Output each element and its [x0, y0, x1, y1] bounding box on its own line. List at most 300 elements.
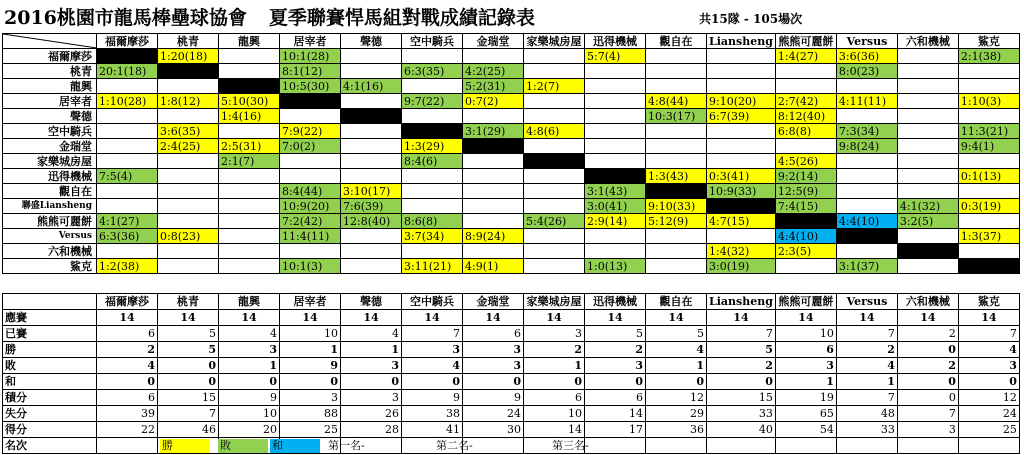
- summary-value-cell: 14: [341, 310, 402, 326]
- summary-value-cell: 3: [958, 358, 1019, 374]
- score-cell: [402, 244, 463, 259]
- score-cell: 1:2(7): [524, 79, 585, 94]
- score-cell: [402, 109, 463, 124]
- summary-value-cell: 7: [402, 326, 463, 342]
- score-cell: [341, 124, 402, 139]
- score-cell: 0:1(13): [958, 169, 1019, 184]
- matchup-matrix: [2, 33, 1020, 274]
- score-cell: [463, 169, 524, 184]
- summary-row: [3, 422, 1020, 438]
- score-cell: 0:7(2): [463, 94, 524, 109]
- team-row-label: 福爾摩莎: [3, 49, 97, 64]
- summary-value-cell: 1: [219, 358, 280, 374]
- matrix-row: [3, 79, 1020, 94]
- team-row-label: 聲德: [3, 109, 97, 124]
- summary-value-cell: 4: [341, 326, 402, 342]
- summary-value-cell: 9: [219, 390, 280, 406]
- summary-value-cell: 28: [341, 422, 402, 438]
- team-row-label: 聯盛Liansheng: [3, 199, 97, 214]
- score-cell: [585, 94, 646, 109]
- matrix-row: [3, 124, 1020, 139]
- score-cell: [280, 244, 341, 259]
- summary-col-header: 熊熊可麗餅: [775, 294, 836, 310]
- summary-value-cell: 1: [280, 342, 341, 358]
- score-cell: [219, 169, 280, 184]
- score-cell: [341, 169, 402, 184]
- score-cell: 2:5(31): [219, 139, 280, 154]
- summary-row-label: 失分: [3, 406, 97, 422]
- matrix-row: [3, 109, 1020, 124]
- matrix-row: [3, 184, 1020, 199]
- score-cell: [524, 49, 585, 64]
- score-cell: [585, 244, 646, 259]
- summary-value-cell: 3: [775, 358, 836, 374]
- summary-value-cell: 10: [219, 406, 280, 422]
- summary-value-cell: 14: [97, 310, 158, 326]
- team-row-label: 熊熊可麗餅: [3, 214, 97, 229]
- summary-value-cell: [707, 438, 776, 454]
- self-matchup-cell: [97, 49, 158, 64]
- summary-value-cell: [646, 438, 707, 454]
- summary-value-cell: 10: [280, 326, 341, 342]
- summary-value-cell: [958, 438, 1019, 454]
- score-cell: [158, 214, 219, 229]
- score-cell: 8:12(40): [775, 109, 836, 124]
- score-cell: 8:9(24): [463, 229, 524, 244]
- summary-value-cell: 0: [158, 358, 219, 374]
- summary-row: [3, 390, 1020, 406]
- summary-value-cell: 0: [897, 390, 958, 406]
- score-cell: [958, 214, 1019, 229]
- score-cell: [219, 259, 280, 274]
- score-cell: [341, 244, 402, 259]
- score-cell: 4:4(10): [836, 214, 897, 229]
- score-cell: 3:10(17): [341, 184, 402, 199]
- summary-col-header: 金瑞堂: [463, 294, 524, 310]
- summary-col-header: 聲德: [341, 294, 402, 310]
- score-cell: [836, 79, 897, 94]
- summary-row-label: 敗: [3, 358, 97, 374]
- score-cell: [897, 259, 958, 274]
- score-cell: [897, 154, 958, 169]
- summary-value-cell: 0: [463, 374, 524, 390]
- summary-value-cell: 9: [463, 390, 524, 406]
- score-cell: 7:0(2): [280, 139, 341, 154]
- score-cell: 2:9(14): [585, 214, 646, 229]
- score-cell: [402, 79, 463, 94]
- legend-second-place: 第二名-: [436, 439, 473, 452]
- score-cell: [97, 109, 158, 124]
- team-row-label: 桃青: [3, 64, 97, 79]
- score-cell: 4:8(44): [646, 94, 707, 109]
- summary-col-header: Versus: [836, 294, 897, 310]
- summary-value-cell: 0: [958, 374, 1019, 390]
- summary-value-cell: 33: [836, 422, 897, 438]
- summary-value-cell: 4: [219, 326, 280, 342]
- score-cell: [402, 199, 463, 214]
- score-cell: [219, 124, 280, 139]
- summary-value-cell: 3: [463, 342, 524, 358]
- score-cell: 1:4(32): [707, 244, 776, 259]
- summary-value-cell: 7: [836, 326, 897, 342]
- score-cell: [463, 109, 524, 124]
- score-cell: [463, 184, 524, 199]
- matrix-col-header: 龍興: [219, 34, 280, 49]
- summary-value-cell: 30: [463, 422, 524, 438]
- summary-row: [3, 406, 1020, 422]
- score-cell: [158, 244, 219, 259]
- summary-value-cell: 14: [585, 310, 646, 326]
- summary-value-cell: 39: [97, 406, 158, 422]
- summary-value-cell: 3: [219, 342, 280, 358]
- summary-col-header: 家樂城房屋: [524, 294, 585, 310]
- self-matchup-cell: [158, 64, 219, 79]
- score-cell: 7:2(42): [280, 214, 341, 229]
- summary-row-label: 應賽: [3, 310, 97, 326]
- summary-col-header: 桃青: [158, 294, 219, 310]
- summary-value-cell: 46: [158, 422, 219, 438]
- title-main: 2016桃園市龍馬棒壘球協會: [4, 7, 247, 29]
- score-cell: [707, 154, 776, 169]
- matrix-row: [3, 139, 1020, 154]
- score-cell: [897, 139, 958, 154]
- matrix-row: [3, 214, 1020, 229]
- self-matchup-cell: [836, 229, 897, 244]
- score-cell: [646, 244, 707, 259]
- matrix-col-header: 觀自在: [646, 34, 707, 49]
- score-cell: [341, 154, 402, 169]
- score-cell: 2:1(38): [958, 49, 1019, 64]
- score-cell: [775, 259, 836, 274]
- score-cell: [958, 64, 1019, 79]
- score-cell: 7:3(34): [836, 124, 897, 139]
- summary-row: [3, 326, 1020, 342]
- matrix-corner-cell: [3, 34, 97, 49]
- summary-row-label: 已賽: [3, 326, 97, 342]
- score-cell: 10:1(3): [280, 259, 341, 274]
- matrix-col-header: Liansheng: [707, 34, 776, 49]
- summary-value-cell: 9: [280, 358, 341, 374]
- summary-value-cell: 7: [836, 390, 897, 406]
- score-cell: [524, 64, 585, 79]
- score-cell: 6:3(35): [402, 64, 463, 79]
- score-cell: [707, 139, 776, 154]
- summary-value-cell: 26: [341, 406, 402, 422]
- self-matchup-cell: [958, 259, 1019, 274]
- matrix-row: [3, 259, 1020, 274]
- team-row-label: 居宰者: [3, 94, 97, 109]
- summary-value-cell: 2: [585, 342, 646, 358]
- summary-value-cell: 7: [897, 406, 958, 422]
- summary-value-cell: 1: [775, 374, 836, 390]
- summary-value-cell: [897, 438, 958, 454]
- team-row-label: 觀自在: [3, 184, 97, 199]
- score-cell: 10:9(20): [280, 199, 341, 214]
- score-cell: 5:4(26): [524, 214, 585, 229]
- score-cell: 4:11(11): [836, 94, 897, 109]
- score-cell: 5:12(9): [646, 214, 707, 229]
- score-cell: [707, 79, 776, 94]
- summary-value-cell: 15: [158, 390, 219, 406]
- summary-value-cell: 5: [158, 342, 219, 358]
- summary-value-cell: 0: [897, 342, 958, 358]
- score-cell: 4:1(16): [341, 79, 402, 94]
- matrix-col-header: 桃青: [158, 34, 219, 49]
- score-cell: [897, 64, 958, 79]
- summary-value-cell: 0: [707, 374, 776, 390]
- score-cell: [341, 229, 402, 244]
- score-cell: [585, 109, 646, 124]
- score-cell: [341, 64, 402, 79]
- summary-col-header: 迅得機械: [585, 294, 646, 310]
- score-cell: [707, 64, 776, 79]
- matrix-col-header: 空中騎兵: [402, 34, 463, 49]
- matrix-col-header: 鯊克: [958, 34, 1019, 49]
- summary-value-cell: 2: [97, 342, 158, 358]
- score-cell: 6:8(8): [775, 124, 836, 139]
- summary-value-cell: 0: [158, 374, 219, 390]
- legend-loss: [218, 439, 268, 453]
- score-cell: 0:3(19): [958, 199, 1019, 214]
- score-cell: 11:3(21): [958, 124, 1019, 139]
- score-cell: 7:5(4): [97, 169, 158, 184]
- score-cell: 12:5(9): [775, 184, 836, 199]
- summary-value-cell: 12: [646, 390, 707, 406]
- summary-row: [3, 358, 1020, 374]
- score-cell: [897, 229, 958, 244]
- score-cell: [341, 139, 402, 154]
- summary-value-cell: 6: [775, 342, 836, 358]
- legend-tie-swatch: 和: [270, 439, 320, 453]
- score-cell: 3:7(34): [402, 229, 463, 244]
- summary-value-cell: 24: [463, 406, 524, 422]
- score-cell: [646, 49, 707, 64]
- score-cell: [158, 259, 219, 274]
- summary-value-cell: 0: [897, 374, 958, 390]
- summary-value-cell: 1: [646, 358, 707, 374]
- summary-row-label: 積分: [3, 390, 97, 406]
- summary-value-cell: 0: [402, 374, 463, 390]
- team-row-label: Versus: [3, 229, 97, 244]
- matrix-header-row: [3, 34, 1020, 49]
- summary-value-cell: 10: [524, 406, 585, 422]
- score-cell: 1:8(12): [158, 94, 219, 109]
- summary-value-cell: 3: [402, 342, 463, 358]
- score-cell: [585, 139, 646, 154]
- score-cell: 7:6(39): [341, 199, 402, 214]
- summary-value-cell: 3: [341, 358, 402, 374]
- summary-value-cell: 14: [402, 310, 463, 326]
- summary-value-cell: 0: [219, 374, 280, 390]
- score-cell: [97, 184, 158, 199]
- score-cell: 1:20(18): [158, 49, 219, 64]
- score-cell: 5:7(4): [585, 49, 646, 64]
- score-cell: [158, 109, 219, 124]
- game-count-info: 共15隊 - 105場次: [699, 12, 803, 26]
- diagonal-line: [3, 34, 97, 48]
- summary-value-cell: 14: [463, 310, 524, 326]
- score-cell: [897, 94, 958, 109]
- score-cell: [158, 79, 219, 94]
- summary-col-header: 六和機械: [897, 294, 958, 310]
- score-cell: [463, 49, 524, 64]
- team-row-label: 家樂城房屋: [3, 154, 97, 169]
- legend-third-place: 第三名-: [552, 439, 589, 452]
- summary-value-cell: 14: [707, 310, 776, 326]
- score-cell: [158, 154, 219, 169]
- score-cell: [219, 214, 280, 229]
- score-cell: 3:1(37): [836, 259, 897, 274]
- score-cell: 2:3(5): [775, 244, 836, 259]
- summary-value-cell: 3: [280, 390, 341, 406]
- score-cell: [836, 199, 897, 214]
- matrix-col-header: Versus: [836, 34, 897, 49]
- score-cell: 3:6(36): [836, 49, 897, 64]
- summary-row-label: 勝: [3, 342, 97, 358]
- score-cell: 9:2(14): [775, 169, 836, 184]
- self-matchup-cell: [463, 139, 524, 154]
- summary-value-cell: 36: [646, 422, 707, 438]
- score-cell: 4:9(1): [463, 259, 524, 274]
- score-cell: 4:1(32): [897, 199, 958, 214]
- matrix-col-header: 聲德: [341, 34, 402, 49]
- score-cell: 3:11(21): [402, 259, 463, 274]
- summary-value-cell: 3: [463, 358, 524, 374]
- score-cell: [897, 79, 958, 94]
- score-cell: [219, 199, 280, 214]
- summary-col-header: 居宰者: [280, 294, 341, 310]
- score-cell: [958, 244, 1019, 259]
- score-cell: [836, 109, 897, 124]
- self-matchup-cell: [585, 169, 646, 184]
- summary-value-cell: [97, 438, 158, 454]
- score-cell: [463, 214, 524, 229]
- score-cell: [524, 94, 585, 109]
- summary-value-cell: 2: [524, 342, 585, 358]
- score-cell: [707, 229, 776, 244]
- score-cell: 10:5(30): [280, 79, 341, 94]
- summary-value-cell: 4: [958, 342, 1019, 358]
- score-cell: [463, 199, 524, 214]
- score-cell: [775, 79, 836, 94]
- summary-value-cell: 3: [524, 326, 585, 342]
- summary-value-cell: 2: [836, 342, 897, 358]
- summary-value-cell: 4: [646, 342, 707, 358]
- score-cell: 1:4(16): [219, 109, 280, 124]
- summary-value-cell: 12: [958, 390, 1019, 406]
- summary-value-cell: 6: [524, 390, 585, 406]
- summary-value-cell: 14: [585, 406, 646, 422]
- self-matchup-cell: [707, 199, 776, 214]
- summary-value-cell: 38: [402, 406, 463, 422]
- summary-value-cell: 5: [646, 326, 707, 342]
- summary-value-cell: 7: [958, 326, 1019, 342]
- legend-win-swatch: 勝: [160, 439, 210, 453]
- summary-col-header: 福爾摩莎: [97, 294, 158, 310]
- score-cell: 10:1(28): [280, 49, 341, 64]
- score-cell: [524, 259, 585, 274]
- summary-value-cell: 65: [775, 406, 836, 422]
- summary-value-cell: 17: [585, 422, 646, 438]
- summary-value-cell: 14: [524, 422, 585, 438]
- score-cell: 5:10(30): [219, 94, 280, 109]
- score-cell: [524, 199, 585, 214]
- score-cell: [646, 64, 707, 79]
- summary-value-cell: [775, 438, 836, 454]
- summary-value-cell: 54: [775, 422, 836, 438]
- team-row-label: 迅得機械: [3, 169, 97, 184]
- score-cell: 3:6(35): [158, 124, 219, 139]
- summary-value-cell: 2: [897, 326, 958, 342]
- self-matchup-cell: [524, 154, 585, 169]
- score-cell: 3:1(29): [463, 124, 524, 139]
- score-cell: 6:3(36): [97, 229, 158, 244]
- score-cell: 4:5(26): [775, 154, 836, 169]
- score-cell: 3:0(19): [707, 259, 776, 274]
- score-cell: [585, 229, 646, 244]
- matrix-row: [3, 49, 1020, 64]
- matrix-row: [3, 154, 1020, 169]
- summary-value-cell: 4: [402, 358, 463, 374]
- summary-value-cell: 14: [775, 310, 836, 326]
- score-cell: [402, 49, 463, 64]
- matrix-col-header: 熊熊可麗餅: [775, 34, 836, 49]
- summary-value-cell: 0: [280, 374, 341, 390]
- score-cell: [958, 109, 1019, 124]
- matrix-col-header: 福爾摩莎: [97, 34, 158, 49]
- matrix-row: [3, 169, 1020, 184]
- summary-value-cell: 25: [958, 422, 1019, 438]
- summary-value-cell: 5: [707, 342, 776, 358]
- score-cell: [524, 229, 585, 244]
- score-cell: [646, 229, 707, 244]
- score-cell: 3:0(41): [585, 199, 646, 214]
- team-row-label: 龍興: [3, 79, 97, 94]
- score-cell: [97, 154, 158, 169]
- summary-header-row: [3, 294, 1020, 310]
- summary-row-label: 得分: [3, 422, 97, 438]
- summary-value-cell: [585, 438, 646, 454]
- summary-col-header: Liansheng: [707, 294, 776, 310]
- summary-row: [3, 310, 1020, 326]
- score-cell: 1:10(3): [958, 94, 1019, 109]
- summary-col-header: 龍興: [219, 294, 280, 310]
- summary-value-cell: 14: [836, 310, 897, 326]
- self-matchup-cell: [219, 79, 280, 94]
- score-cell: 9:7(22): [402, 94, 463, 109]
- score-cell: 20:1(18): [97, 64, 158, 79]
- score-cell: [219, 244, 280, 259]
- score-cell: 10:3(17): [646, 109, 707, 124]
- summary-value-cell: 24: [958, 406, 1019, 422]
- score-cell: 2:1(7): [219, 154, 280, 169]
- score-cell: [646, 79, 707, 94]
- summary-value-cell: 0: [524, 374, 585, 390]
- summary-value-cell: 88: [280, 406, 341, 422]
- summary-row-label: 名次: [3, 438, 97, 454]
- score-cell: [897, 109, 958, 124]
- standings-summary: [2, 293, 1020, 454]
- summary-row-label: 和: [3, 374, 97, 390]
- score-cell: [958, 79, 1019, 94]
- summary-row: [3, 374, 1020, 390]
- score-cell: [836, 244, 897, 259]
- summary-value-cell: 5: [158, 326, 219, 342]
- score-cell: 9:8(24): [836, 139, 897, 154]
- score-cell: [341, 49, 402, 64]
- score-cell: 4:8(6): [524, 124, 585, 139]
- summary-col-header: 觀自在: [646, 294, 707, 310]
